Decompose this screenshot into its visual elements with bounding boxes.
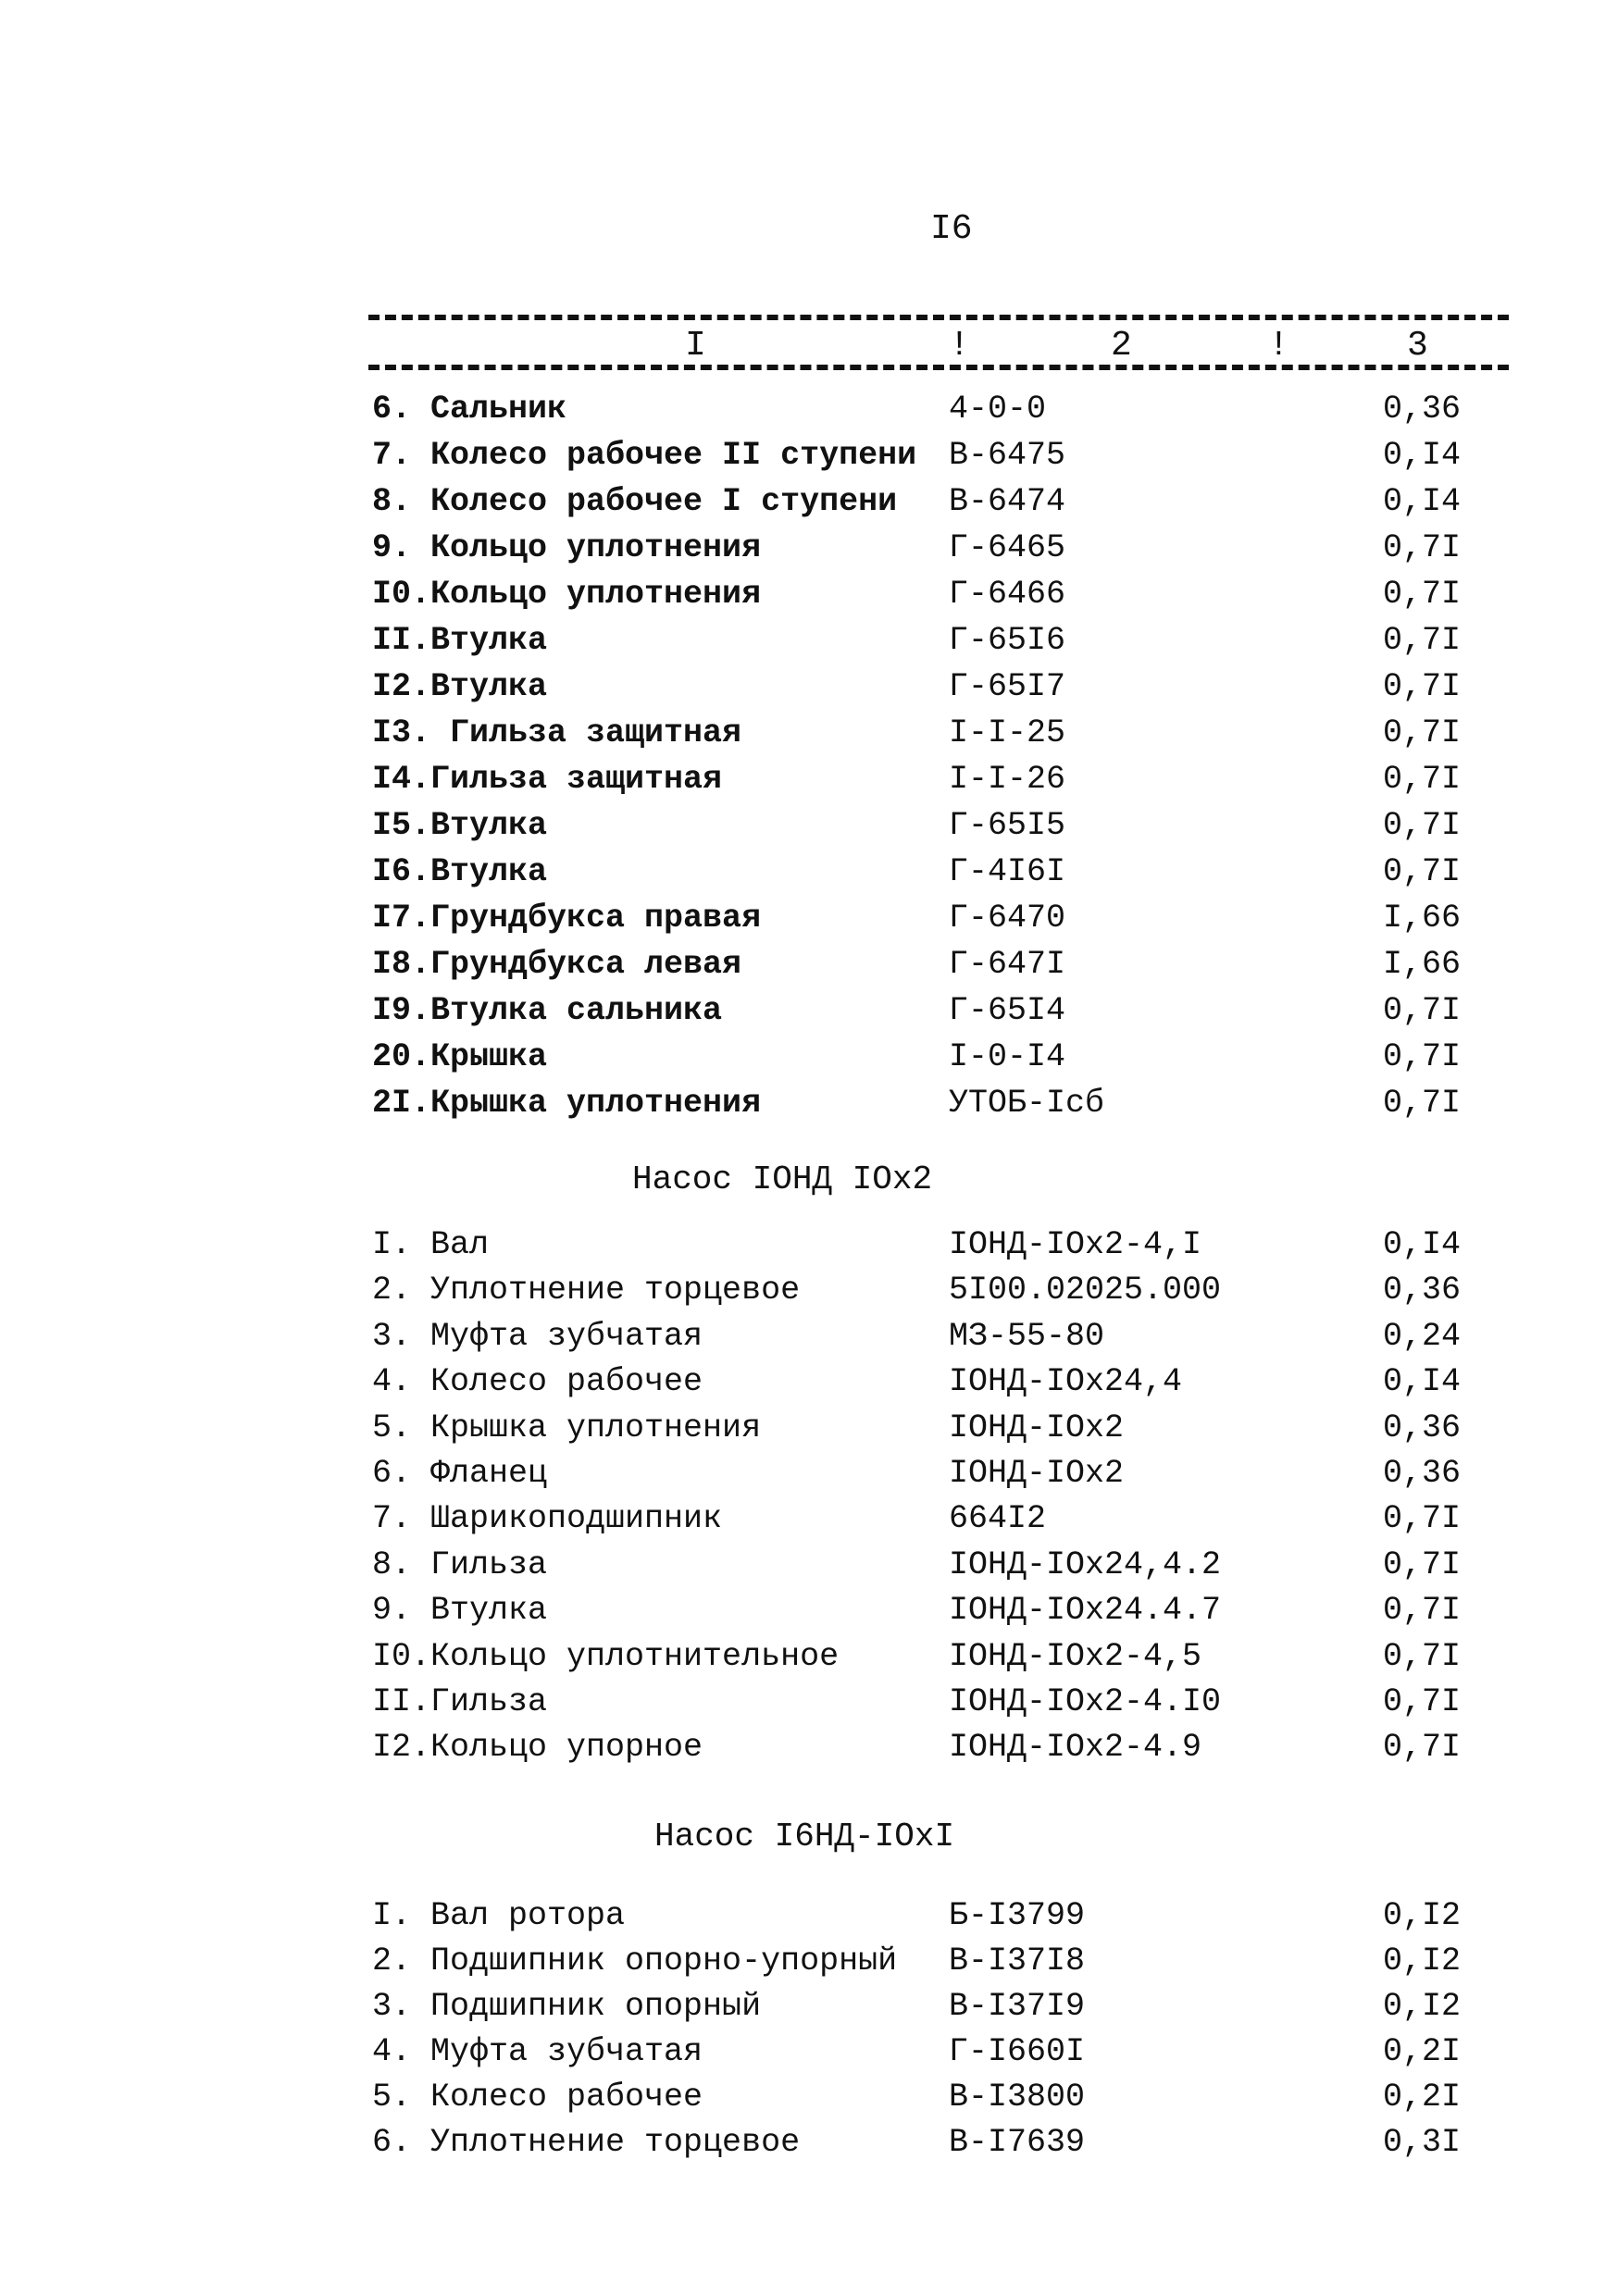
value: 0,I4 xyxy=(1383,437,1462,474)
drawing-number: IОНД-IОх2-4.I0 xyxy=(949,1682,1222,1720)
part-name: 5. Колесо рабочее xyxy=(372,2079,703,2116)
drawing-number: УТОБ-Iсб xyxy=(949,1085,1105,1122)
value: 0,7I xyxy=(1383,576,1462,613)
part-name: II.Гильза xyxy=(372,1682,548,1720)
drawing-number: IОНД-IОх24.4.7 xyxy=(949,1592,1222,1630)
value: 0,7I xyxy=(1383,1592,1462,1630)
table-row xyxy=(0,1405,1618,1450)
table-row xyxy=(0,1938,1618,1983)
parts-list-section-3 xyxy=(0,1893,1618,2165)
part-name: 2I.Крышка уплотнения xyxy=(372,1085,762,1122)
table-row xyxy=(0,1267,1618,1312)
value: 0,36 xyxy=(1383,1409,1462,1446)
drawing-number: IОНД-IОх2 xyxy=(949,1409,1125,1446)
value: 0,7I xyxy=(1383,992,1462,1029)
table-row xyxy=(0,2074,1618,2119)
value: 0,3I xyxy=(1383,2124,1462,2161)
drawing-number: Г-6466 xyxy=(949,576,1066,613)
table-header-top-rule xyxy=(368,315,1509,320)
table-row xyxy=(0,2029,1618,2074)
part-name: 8. Гильза xyxy=(372,1545,548,1583)
table-row xyxy=(0,987,1618,1034)
part-name: I2.Втулка xyxy=(372,668,548,705)
value: 0,7I xyxy=(1383,853,1462,890)
table-row xyxy=(0,941,1618,987)
table-row xyxy=(0,386,1618,432)
table-row xyxy=(0,1313,1618,1359)
value: I,66 xyxy=(1383,900,1462,937)
header-col3: 3 xyxy=(1407,326,1428,366)
drawing-number: В-I37I9 xyxy=(949,1988,1086,2025)
drawing-number: МЗ-55-80 xyxy=(949,1317,1105,1355)
part-name: 20.Крышка xyxy=(372,1038,548,1075)
table-row xyxy=(0,1893,1618,1938)
table-row xyxy=(0,1359,1618,1404)
value: 0,7I xyxy=(1383,714,1462,751)
table-row xyxy=(0,756,1618,802)
drawing-number: В-I7639 xyxy=(949,2124,1086,2161)
section-title: Насос IОНД IОх2 xyxy=(632,1160,933,1198)
table-row xyxy=(0,1983,1618,2029)
table-row xyxy=(0,895,1618,941)
table-row xyxy=(0,1724,1618,1769)
drawing-number: IОНД-IОх2 xyxy=(949,1454,1125,1492)
value: 0,7I xyxy=(1383,1637,1462,1675)
part-name: 6. Фланец xyxy=(372,1454,548,1492)
table-row xyxy=(0,1587,1618,1632)
drawing-number: В-I37I8 xyxy=(949,1942,1086,1980)
part-name: 4. Муфта зубчатая xyxy=(372,2033,703,2070)
table-row xyxy=(0,617,1618,664)
part-name: I7.Грундбукса правая xyxy=(372,900,762,937)
part-name: 7. Шарикоподшипник xyxy=(372,1500,723,1538)
drawing-number: 5I00.02025.000 xyxy=(949,1272,1222,1309)
drawing-number: I-I-26 xyxy=(949,761,1066,798)
value: 0,36 xyxy=(1383,391,1462,428)
part-name: I6.Втулка xyxy=(372,853,548,890)
table-row xyxy=(0,1542,1618,1587)
table-row xyxy=(0,525,1618,571)
value: 0,24 xyxy=(1383,1317,1462,1355)
table-row xyxy=(0,432,1618,478)
value: 0,7I xyxy=(1383,668,1462,705)
value: 0,2I xyxy=(1383,2079,1462,2116)
part-name: 4. Колесо рабочее xyxy=(372,1363,703,1401)
table-row xyxy=(0,571,1618,617)
value: 0,36 xyxy=(1383,1454,1462,1492)
table-row xyxy=(0,2119,1618,2165)
drawing-number: I-0-I4 xyxy=(949,1038,1066,1075)
part-name: I0.Кольцо уплотнительное xyxy=(372,1637,840,1675)
drawing-number: IОНД-IОх2-4.9 xyxy=(949,1729,1202,1767)
table-header-bottom-rule xyxy=(368,365,1509,370)
table-row xyxy=(0,1450,1618,1496)
drawing-number: IОНД-IОх2-4,5 xyxy=(949,1637,1202,1675)
part-name: I4.Гильза защитная xyxy=(372,761,723,798)
drawing-number: Г-6465 xyxy=(949,529,1066,566)
table-row xyxy=(0,1222,1618,1267)
value: 0,7I xyxy=(1383,1729,1462,1767)
drawing-number: Б-I3799 xyxy=(949,1897,1086,1934)
value: 0,7I xyxy=(1383,529,1462,566)
table-row xyxy=(0,664,1618,710)
drawing-number: В-6474 xyxy=(949,483,1066,520)
drawing-number: 4-0-0 xyxy=(949,391,1047,428)
table-row xyxy=(0,478,1618,525)
drawing-number: Г-6470 xyxy=(949,900,1066,937)
part-name: II.Втулка xyxy=(372,622,548,659)
drawing-number: Г-65I7 xyxy=(949,668,1066,705)
drawing-number: В-6475 xyxy=(949,437,1066,474)
part-name: I5.Втулка xyxy=(372,807,548,844)
drawing-number: Г-65I4 xyxy=(949,992,1066,1029)
part-name: 3. Муфта зубчатая xyxy=(372,1317,703,1355)
header-sep: ! xyxy=(1268,326,1289,366)
part-name: I0.Кольцо уплотнения xyxy=(372,576,762,613)
header-col1: I xyxy=(685,326,706,366)
part-name: I2.Кольцо упорное xyxy=(372,1729,703,1767)
part-name: 6. Сальник xyxy=(372,391,567,428)
value: 0,7I xyxy=(1383,1545,1462,1583)
value: 0,36 xyxy=(1383,1272,1462,1309)
value: 0,7I xyxy=(1383,622,1462,659)
value: 0,I2 xyxy=(1383,1897,1462,1934)
drawing-number: IОНД-IОх24,4 xyxy=(949,1363,1183,1401)
part-name: 2. Подшипник опорно-упорный xyxy=(372,1942,898,1980)
value: 0,7I xyxy=(1383,1038,1462,1075)
part-name: I. Вал xyxy=(372,1226,490,1263)
table-row xyxy=(0,1080,1618,1126)
table-row xyxy=(0,802,1618,849)
part-name: 8. Колесо рабочее I ступени xyxy=(372,483,898,520)
part-name: 3. Подшипник опорный xyxy=(372,1988,762,2025)
drawing-number: IОНД-IОх2-4,I xyxy=(949,1226,1202,1263)
drawing-number: Г-65I5 xyxy=(949,807,1066,844)
header-col2: 2 xyxy=(1111,326,1132,366)
drawing-number: Г-I660I xyxy=(949,2033,1086,2070)
part-name: 5. Крышка уплотнения xyxy=(372,1409,762,1446)
table-row xyxy=(0,1034,1618,1080)
table-row xyxy=(0,710,1618,756)
part-name: 7. Колесо рабочее II ступени xyxy=(372,437,917,474)
drawing-number: Г-647I xyxy=(949,946,1066,983)
parts-list-section-2 xyxy=(0,1222,1618,1770)
value: 0,I4 xyxy=(1383,1363,1462,1401)
value: 0,2I xyxy=(1383,2033,1462,2070)
header-sep: ! xyxy=(949,326,970,366)
part-name: 2. Уплотнение торцевое xyxy=(372,1272,801,1309)
drawing-number: I-I-25 xyxy=(949,714,1066,751)
part-name: I9.Втулка сальника xyxy=(372,992,723,1029)
value: 0,7I xyxy=(1383,761,1462,798)
value: 0,7I xyxy=(1383,1085,1462,1122)
value: 0,7I xyxy=(1383,1682,1462,1720)
part-name: 9. Кольцо уплотнения xyxy=(372,529,762,566)
value: I,66 xyxy=(1383,946,1462,983)
drawing-number: Г-4I6I xyxy=(949,853,1066,890)
value: 0,I4 xyxy=(1383,483,1462,520)
value: 0,I2 xyxy=(1383,1942,1462,1980)
drawing-number: IОНД-IОх24,4.2 xyxy=(949,1545,1222,1583)
value: 0,I2 xyxy=(1383,1988,1462,2025)
value: 0,I4 xyxy=(1383,1226,1462,1263)
part-name: 9. Втулка xyxy=(372,1592,548,1630)
table-row xyxy=(0,1496,1618,1541)
table-row xyxy=(0,1679,1618,1724)
value: 0,7I xyxy=(1383,1500,1462,1538)
value: 0,7I xyxy=(1383,807,1462,844)
section-title: Насос I6НД-IОхI xyxy=(654,1818,955,1855)
part-name: I. Вал ротора xyxy=(372,1897,626,1934)
part-name: I8.Грундбукса левая xyxy=(372,946,742,983)
table-row xyxy=(0,1633,1618,1679)
drawing-number: В-I3800 xyxy=(949,2079,1086,2116)
part-name: I3. Гильза защитная xyxy=(372,714,742,751)
drawing-number: 664I2 xyxy=(949,1500,1047,1538)
drawing-number: Г-65I6 xyxy=(949,622,1066,659)
parts-list-section-1 xyxy=(0,386,1618,1126)
table-row xyxy=(0,849,1618,895)
part-name: 6. Уплотнение торцевое xyxy=(372,2124,801,2161)
page-number: I6 xyxy=(930,209,973,249)
